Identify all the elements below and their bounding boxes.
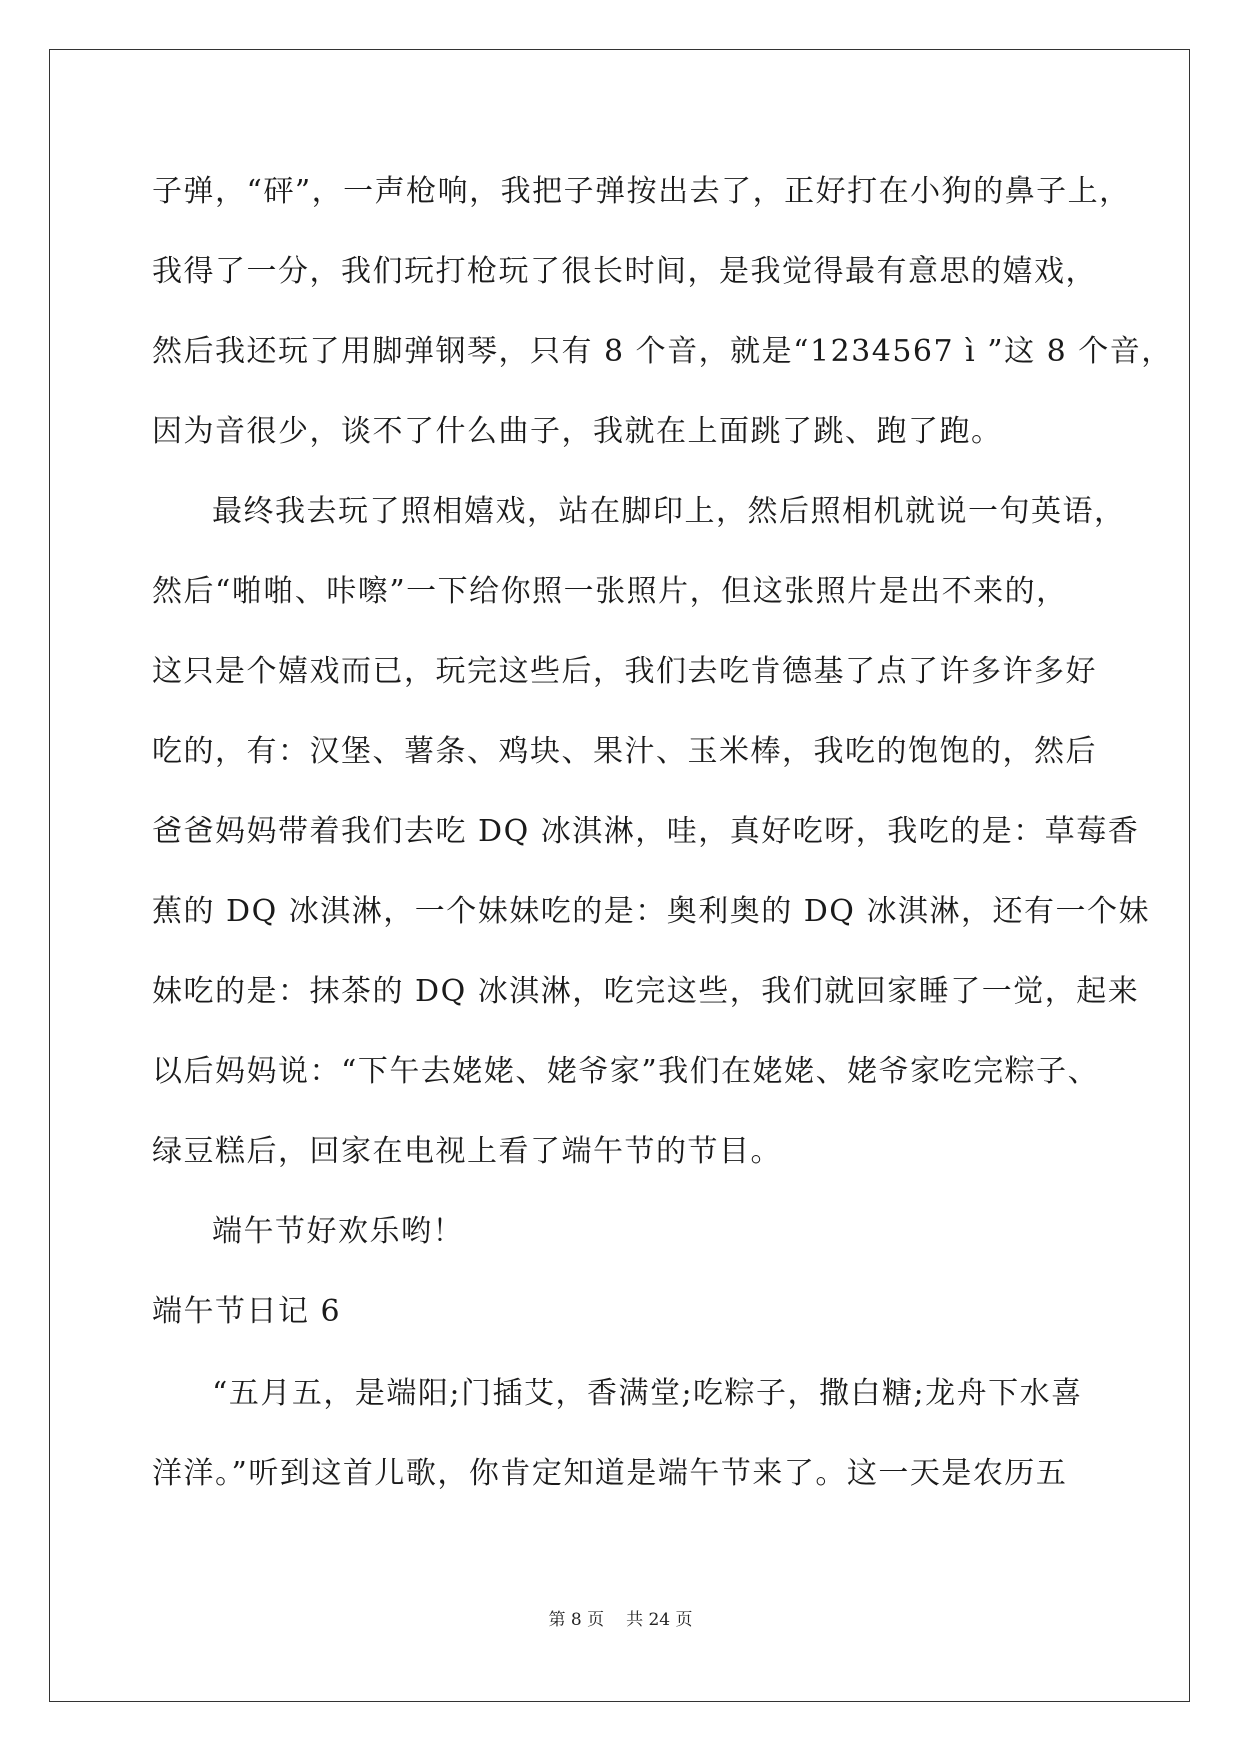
text-line: 爸爸妈妈带着我们去吃 DQ 冰淇淋，哇，真好吃呀，我吃的是：草莓香 [152,814,1140,849]
paragraph-start-line: 最终我去玩了照相嬉戏，站在脚印上，然后照相机就说一句英语， [212,494,1126,529]
text-line: 这只是个嬉戏而已，玩完这些后，我们去吃肯德基了点了许多许多好 [152,654,1097,689]
paragraph-start-line: “五月五，是端阳;门插艾，香满堂;吃粽子，撒白糖;龙舟下水喜 [212,1376,1083,1411]
text-line: 然后我还玩了用脚弹钢琴，只有 8 个音，就是“1234567 ì ”这 8 个音， [152,334,1173,369]
page-total: 共 24 页 [626,1610,693,1630]
paragraph-start-line: 端午节好欢乐哟！ [212,1214,464,1249]
text-line: 吃的，有：汉堡、薯条、鸡块、果汁、玉米棒，我吃的饱饱的，然后 [152,734,1097,769]
text-line: 我得了一分，我们玩打枪玩了很长时间，是我觉得最有意思的嬉戏， [152,254,1097,289]
section-heading: 端午节日记 6 [152,1294,342,1329]
page-footer [0,1608,1241,1632]
text-line: 子弹，“砰”，一声枪响，我把子弹按出去了，正好打在小狗的鼻子上， [152,174,1131,209]
text-line: 妹吃的是：抹茶的 DQ 冰淇淋，吃完这些，我们就回家睡了一觉，起来 [152,974,1140,1009]
page-number: 第 8 页 [548,1610,605,1630]
text-line: 蕉的 DQ 冰淇淋，一个妹妹吃的是：奥利奥的 DQ 冰淇淋，还有一个妹 [152,894,1150,929]
text-line: 以后妈妈说：“下午去姥姥、姥爷家”我们在姥姥、姥爷家吃完粽子、 [152,1054,1100,1089]
text-line: 洋洋。”听到这首儿歌，你肯定知道是端午节来了。这一天是农历五 [152,1456,1068,1491]
text-line: 因为音很少，谈不了什么曲子，我就在上面跳了跳、跑了跑。 [152,414,1003,449]
text-line: 绿豆糕后，回家在电视上看了端午节的节目。 [152,1134,782,1169]
text-line: 然后“啪啪、咔嚓”一下给你照一张照片，但这张照片是出不来的， [152,574,1068,609]
